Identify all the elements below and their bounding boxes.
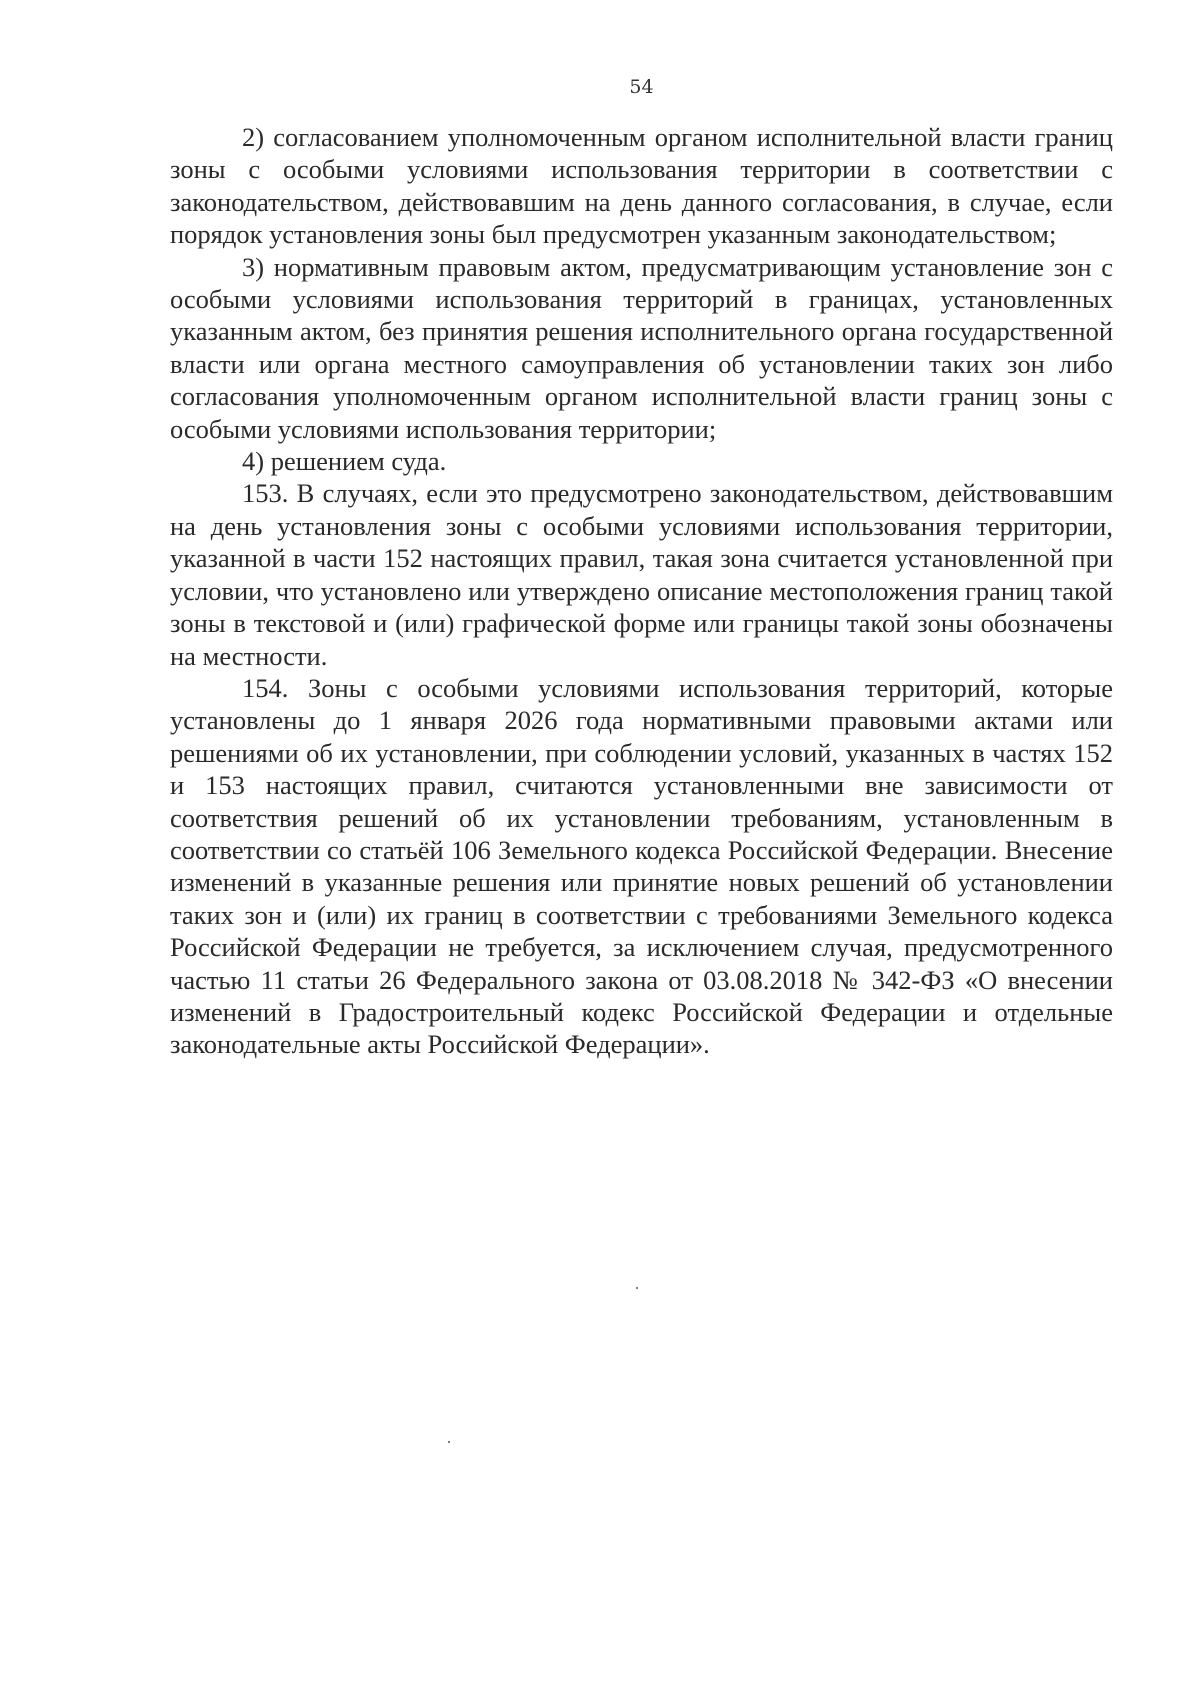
document-body	[170, 121, 1113, 1061]
paragraph-item-2: 2) согласованием уполномоченным органом исполнительной власти границ зоны с особыми условиями использования территории в соответствии с законодательством, действовавшим на день данного согласования, в случае, если порядок установления зоны был предусмотрен указанным законодательством;	[170, 122, 1113, 250]
page-number: 54	[629, 76, 654, 98]
scan-speck	[448, 1441, 450, 1443]
scan-speck	[636, 1287, 638, 1289]
paragraph-item-3: 3) нормативным правовым актом, предусматривающим установление зон с особыми условиями использования территорий в границах, установленных указанным актом, без принятия решения исполнительного органа государственной власти или органа местного самоуправления об установлении таких зон либо согласования уполномоченным органом исполнительной власти границ зоны с особыми условиями использования территории;	[170, 251, 1113, 444]
paragraph-154: 154. Зоны с особыми условиями использования территорий, которые установлены до 1 января 2026 года нормативными правовыми актами или решениями об их установлении, при соблюдении условий, указанных в частях 152 и 153 настоящих правил, считаются установленными вне зависимости от соответствия решений об их установлении требованиям, установленным в соответствии со статьёй 106 Земельного кодекса Российской Федерации. Внесение изменений в указанные решения или принятие новых решений об установлении таких зон и (или) их границ в соответствии с требованиями Земельного кодекса Российской Федерации не требуется, за исключением случая, предусмотренного частью 11 статьи 26 Федерального закона от 03.08.2018 № 342-ФЗ «О внесении изменений в Градостроительный кодекс Российской Федерации и отдельные законодательные акты Российской Федерации».	[170, 672, 1113, 1060]
paragraph-item-4: 4) решением суда.	[242, 446, 447, 477]
paragraph-153: 153. В случаях, если это предусмотрено законодательством, действовавшим на день установления зоны с особыми условиями использования территории, указанной в части 152 настоящих правил, такая зона считается установленной при условии, что установлено или утверждено описание местоположения границ такой зоны в текстовой и (или) графической форме или границы такой зоны обозначены на местности.	[170, 478, 1113, 671]
